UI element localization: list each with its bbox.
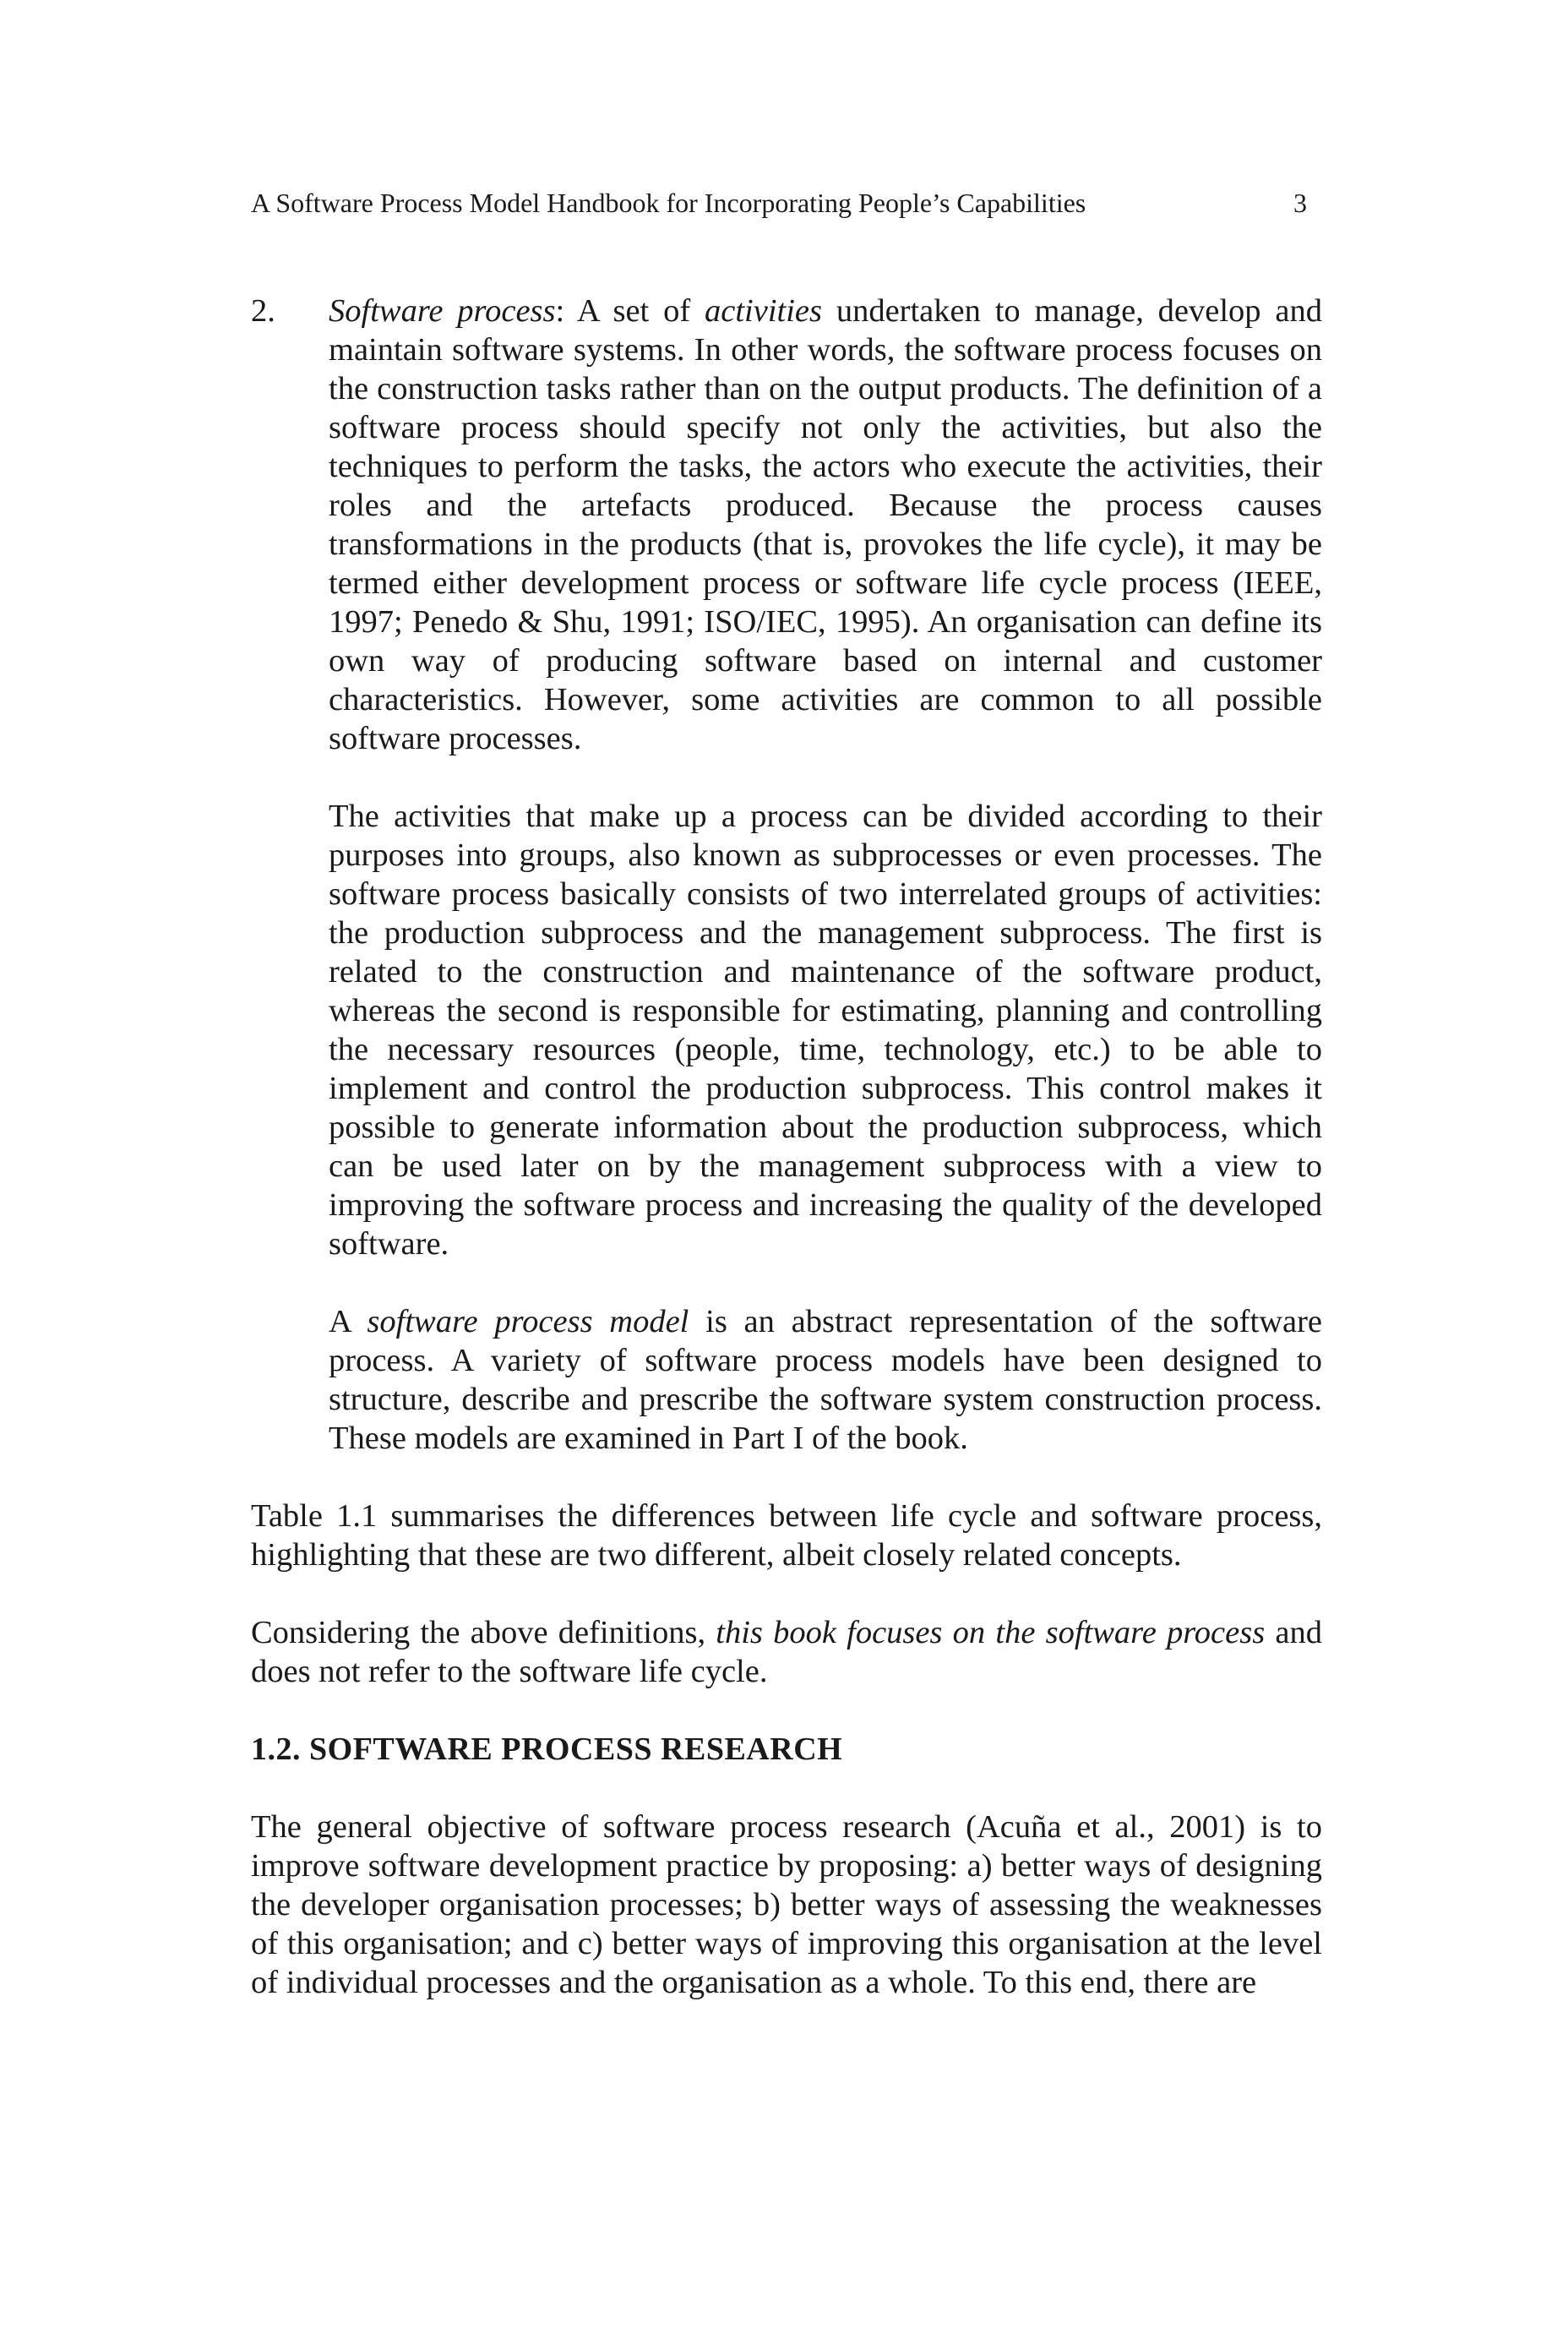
focus-lead: Considering the above definitions, xyxy=(251,1615,716,1650)
process-model-text: is an abstract representation of the software process. A variety of software process models have been designed to structure, describe and prescribe the software system construction process. These models are examined in Part I of the book. xyxy=(329,1304,1323,1456)
definition-text: undertaken to manage, develop and maintain software systems. In other words, the software process focuses on the construction tasks rather than on the output products. The definition of a software process should specify not only the activities, but also the techniques to perform the tasks, the actors who execute the activities, their roles and the artefacts produced. Because the process causes transformations in the products (that is, provokes the life cycle), it may be termed either development process or software life cycle process (IEEE, 1997; Penedo & Shu, 1991; ISO/IEC, 1995). An organisation can define its own way of producing software based on internal and customer characteristics. However, some activities are common to all possible software processes. xyxy=(329,293,1322,756)
term-activities: activities xyxy=(705,293,822,329)
process-model-lead: A xyxy=(329,1304,368,1339)
page-number: 3 xyxy=(1293,188,1307,218)
table-summary-paragraph: Table 1.1 summarises the differences between life cycle and software process, highlighting that these are two different, albeit closely related concepts. xyxy=(251,1498,1322,1573)
running-header xyxy=(251,184,1307,221)
research-paragraph: The general objective of software process research (Acuña et al., 2001) is to improve software development practice by proposing: a) better ways of designing the developer organisation processes; b) better ways of assessing the weaknesses of this organisation; and c) better ways of improving this organisation at the level of individual processes and the organisation as a whole. To this end, there are xyxy=(251,1809,1322,2000)
item-number: 2. xyxy=(251,293,275,329)
term-software-process-model: software process model xyxy=(367,1304,689,1339)
book-focus-paragraph xyxy=(251,1613,1322,1691)
focus-emphasis: this book focuses on the software process xyxy=(716,1615,1266,1650)
page-body xyxy=(251,292,1322,2041)
definition-item-2 xyxy=(251,292,1322,1458)
definition-colon: : A set of xyxy=(555,293,705,329)
activities-paragraph: The activities that make up a process can be divided according to their purposes into groups, also known as subprocesses or even processes. The software process basically consists of two interrelated groups of activities: the production subprocess and the management subprocess. The first is related to the construction and maintenance of the software product, whereas the second is responsible for estimating, planning and controlling the necessary resources (people, time, technology, etc.) to be able to implement and control the production subprocess. This control makes it possible to generate information about the production subprocess, which can be used later on by the management subprocess with a view to improving the software process and increasing the quality of the developed software. xyxy=(329,799,1322,1262)
software-process-definition xyxy=(329,292,1322,758)
focus-tail: and does not refer to the software life cycle. xyxy=(251,1615,1323,1689)
term-software-process: Software process xyxy=(329,293,556,329)
running-title: A Software Process Model Handbook for Incorporating People’s Capabilities xyxy=(251,188,1086,218)
process-model-paragraph xyxy=(329,1302,1322,1458)
section-heading: 1.2. SOFTWARE PROCESS RESEARCH xyxy=(251,1731,843,1767)
